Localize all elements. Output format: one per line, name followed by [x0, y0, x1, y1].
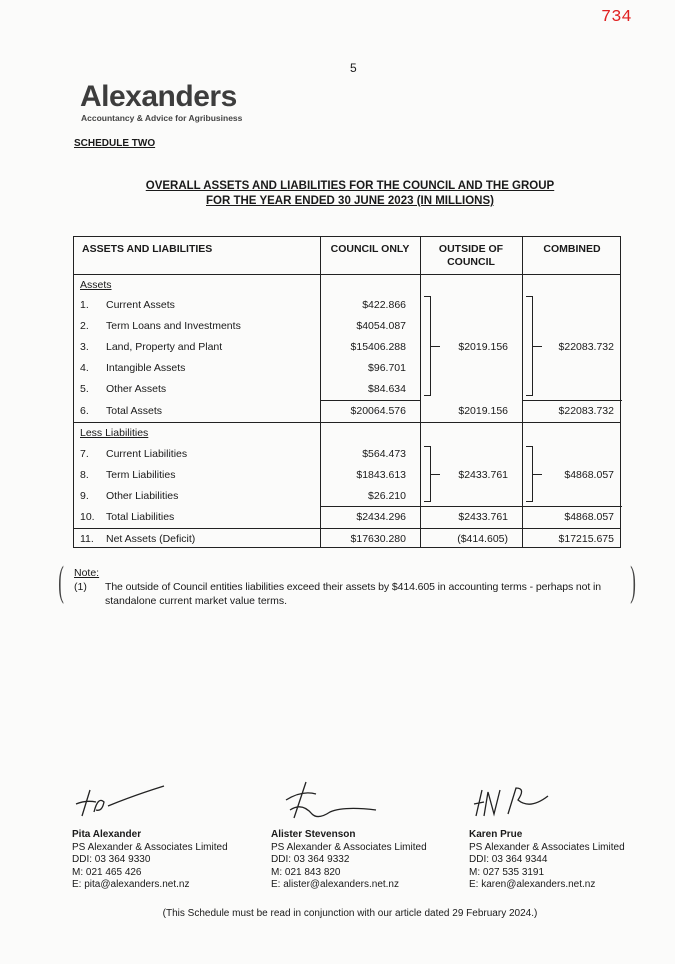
- signatory-company: PS Alexander & Associates Limited: [271, 841, 427, 853]
- header-council-only: COUNCIL ONLY: [330, 243, 410, 255]
- liabilities-outside-council-value: $2433.761: [458, 469, 508, 481]
- row-label: Land, Property and Plant: [106, 341, 223, 353]
- council-value: $4054.087: [356, 320, 406, 332]
- council-value: $96.701: [368, 362, 406, 374]
- outside-value: ($414.605): [457, 533, 508, 545]
- footer-note: (This Schedule must be read in conjunction with our article dated 29 February 2024.): [162, 908, 538, 919]
- signatory-ddi: DDI: 03 364 9344: [469, 854, 548, 865]
- signatory-block: [271, 829, 427, 892]
- signature-pita-alexander: [72, 782, 172, 820]
- header-assets-liabilities: ASSETS AND LIABILITIES: [82, 243, 213, 255]
- page-stamp-number: 734: [601, 8, 632, 27]
- schedule-label: SCHEDULE TWO: [74, 138, 156, 149]
- row-label: Current Liabilities: [106, 448, 188, 460]
- outside-value: $2019.156: [458, 405, 508, 417]
- signatory-name: Karen Prue: [469, 829, 523, 840]
- outside-value: $2433.761: [458, 511, 508, 523]
- row-label: Net Assets (Deficit): [106, 533, 196, 545]
- page-number: 5: [350, 61, 357, 75]
- note-number: (1): [74, 581, 87, 593]
- signatory-ddi: DDI: 03 364 9330: [72, 854, 151, 865]
- council-value: $422.866: [362, 299, 406, 311]
- logo-tagline: Accountancy & Advice for Agribusiness: [81, 113, 243, 123]
- row-label: Other Liabilities: [106, 490, 179, 502]
- signature-alister-stevenson: [272, 780, 382, 824]
- signatory-ddi: DDI: 03 364 9332: [271, 854, 350, 865]
- row-number: 4.: [80, 362, 89, 374]
- row-label: Intangible Assets: [106, 362, 186, 374]
- council-value: $2434.296: [356, 511, 406, 523]
- combined-value: $4868.057: [564, 511, 614, 523]
- row-label: Term Liabilities: [106, 469, 176, 481]
- note-bracket-right: ): [630, 559, 636, 605]
- note-bracket-left: (: [58, 559, 64, 605]
- council-value: $17630.280: [350, 533, 406, 545]
- row-number: 1.: [80, 299, 89, 311]
- note-text-line2: standalone current market value terms.: [105, 595, 288, 607]
- header-divider: [74, 274, 620, 275]
- signatory-block: [72, 829, 228, 892]
- subtotal-line: [320, 506, 622, 507]
- council-value: $564.473: [362, 448, 406, 460]
- row-number: 5.: [80, 383, 89, 395]
- council-value: $20064.576: [350, 405, 406, 417]
- signature-karen-prue: [470, 784, 560, 822]
- document-title-line1: OVERALL ASSETS AND LIABILITIES FOR THE COUNCIL AND THE GROUP: [145, 180, 555, 192]
- signatory-email: E: alister@alexanders.net.nz: [271, 879, 399, 890]
- subtotal-line: [522, 400, 622, 401]
- column-divider: [420, 237, 421, 547]
- combined-value: $17215.675: [558, 533, 614, 545]
- signatory-email: E: pita@alexanders.net.nz: [72, 879, 190, 890]
- row-number: 2.: [80, 320, 89, 332]
- row-divider: [74, 528, 620, 529]
- signatory-email: E: karen@alexanders.net.nz: [469, 879, 596, 890]
- council-value: $26.210: [368, 490, 406, 502]
- header-combined: COMBINED: [543, 243, 601, 255]
- header-outside-council-1: OUTSIDE OF: [438, 243, 504, 255]
- column-divider: [522, 237, 523, 547]
- council-value: $84.634: [368, 383, 406, 395]
- row-number: 9.: [80, 490, 89, 502]
- row-number: 7.: [80, 448, 89, 460]
- liabilities-combined-value: $4868.057: [564, 469, 614, 481]
- document-title-line2: FOR THE YEAR ENDED 30 JUNE 2023 (IN MILLIONS): [206, 195, 494, 207]
- signatory-company: PS Alexander & Associates Limited: [72, 841, 228, 853]
- row-label: Other Assets: [106, 383, 167, 395]
- signatory-name: Pita Alexander: [72, 829, 142, 840]
- header-outside-council-2: COUNCIL: [447, 256, 495, 268]
- row-label: Current Assets: [106, 299, 175, 311]
- row-label: Term Loans and Investments: [106, 320, 241, 332]
- signatory-mobile: M: 021 465 426: [72, 866, 142, 878]
- row-number: 11.: [80, 533, 94, 545]
- note-heading: Note:: [74, 567, 100, 579]
- row-divider: [74, 422, 620, 423]
- assets-outside-council-value: $2019.156: [458, 341, 508, 353]
- row-label: Total Liabilities: [106, 511, 175, 523]
- row-number: 6.: [80, 405, 89, 417]
- signatory-company: PS Alexander & Associates Limited: [469, 841, 625, 853]
- assets-combined-value: $22083.732: [558, 341, 614, 353]
- assets-liabilities-table: [73, 236, 621, 548]
- signatory-block: [469, 829, 625, 892]
- assets-heading: Assets: [80, 279, 112, 291]
- row-number: 3.: [80, 341, 89, 353]
- company-logo: Alexanders: [80, 80, 237, 113]
- council-value: $15406.288: [350, 341, 406, 353]
- row-label: Total Assets: [106, 405, 163, 417]
- signatory-name: Alister Stevenson: [271, 829, 356, 840]
- row-number: 10.: [80, 511, 95, 523]
- subtotal-line: [320, 400, 420, 401]
- council-value: $1843.613: [356, 469, 406, 481]
- note-text-line1: The outside of Council entities liabilities exceed their assets by $414.605 in accounting terms - perhaps not in: [105, 581, 602, 593]
- row-number: 8.: [80, 469, 89, 481]
- signatory-mobile: M: 021 843 820: [271, 866, 341, 878]
- signatory-mobile: M: 027 535 3191: [469, 866, 545, 878]
- combined-value: $22083.732: [558, 405, 614, 417]
- liabilities-heading: Less Liabilities: [80, 427, 149, 439]
